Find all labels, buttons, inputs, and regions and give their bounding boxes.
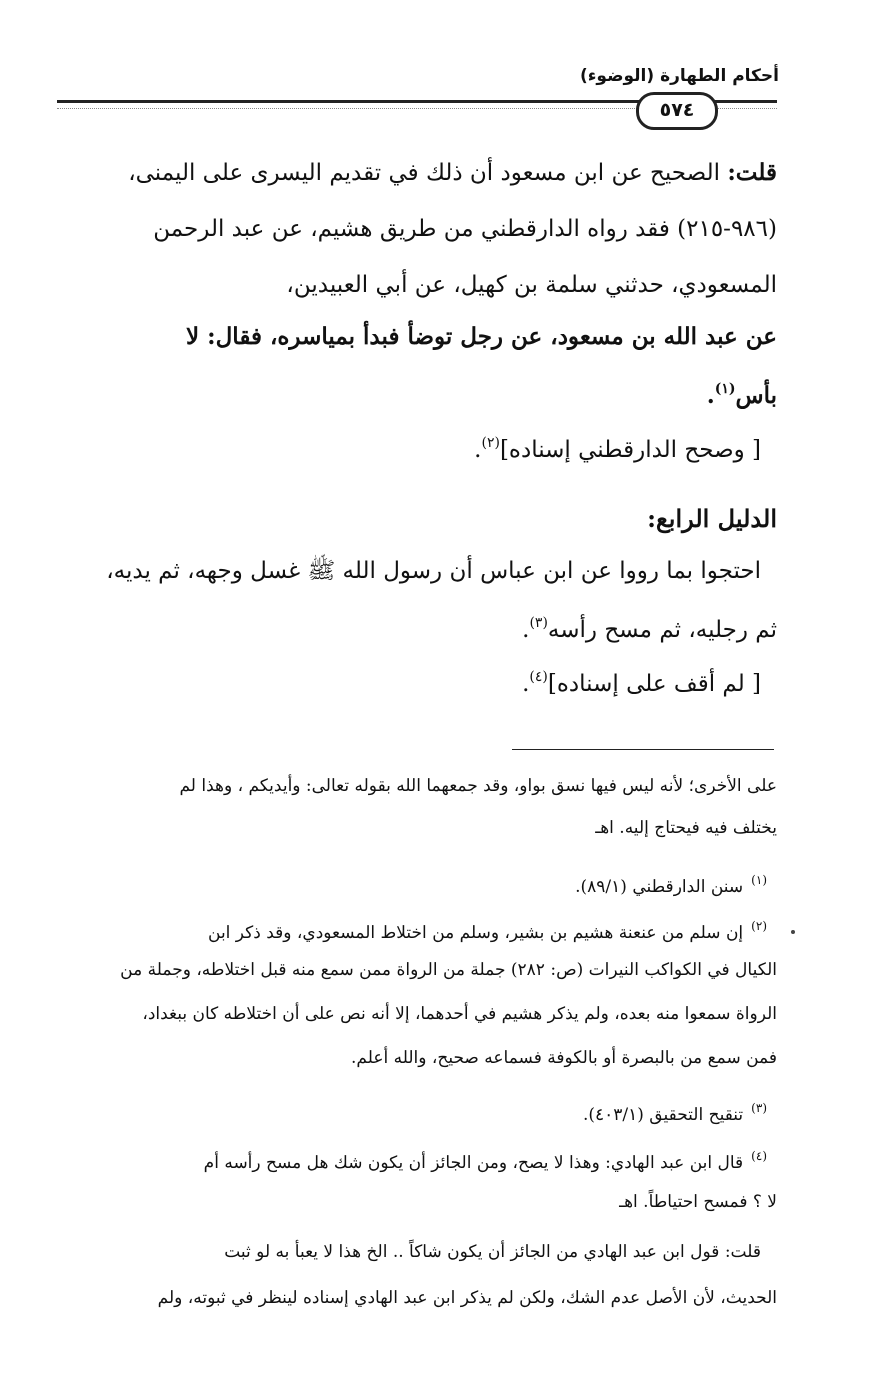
section-heading: الدليل الرابع:	[647, 504, 777, 533]
body-line	[128, 156, 777, 190]
qult-label: قلت:	[727, 159, 777, 186]
margin-dot	[791, 930, 795, 934]
footnote-line: فمن سمع من بالبصرة أو بالكوفة فسماعه صحيح، والله أعلم.	[350, 1048, 777, 1068]
footnote-number: (١)	[751, 873, 767, 887]
page-number: ٥٧٤	[636, 92, 718, 130]
footnote-ref[interactable]: (٤)	[529, 669, 548, 685]
grading-text: [ لم أقف على إسناده]	[547, 671, 761, 697]
grading-text: [ وصحح الدارقطني إسناده]	[499, 437, 761, 463]
footnote-line: يختلف فيه فيحتاج إليه. اهـ	[595, 818, 777, 838]
punctuation: .	[474, 437, 482, 463]
grading-line	[474, 426, 761, 467]
footnote-line: الحديث، لأن الأصل عدم الشك، ولكن لم يذكر ابن عبد الهادي إسناده لينظر في ثبوته، ولم	[157, 1288, 777, 1308]
hadith-text: بأس	[735, 382, 777, 409]
footnote-ref[interactable]: (٢)	[481, 435, 500, 451]
footnote-line: على الأخرى؛ لأنه ليس فيها نسق بواو، وقد جمعهما الله بقوله تعالى: وأيديكم ، وهذا لم	[179, 776, 777, 796]
footnote-line: الرواة سمعوا منه بعده، ولم يذكر هشيم في أحدهما، إلا أنه نص على أن اختلاطه كان ببغداد،	[142, 1004, 777, 1024]
body-text: الصحيح عن ابن مسعود أن ذلك في تقديم اليسرى على اليمنى،	[128, 160, 728, 186]
body-line: المسعودي، حدثني سلمة بن كهيل، عن أبي العبيدين،	[286, 272, 777, 298]
footnote-text: إن سلم من عنعنة هشيم بن بشير، وسلم من اختلاط المسعودي، وقد ذكر ابن	[208, 923, 744, 943]
footnote-4	[204, 1142, 767, 1177]
footnote-line: قلت: قول ابن عبد الهادي من الجائز أن يكون شاكاً .. الخ هذا لا يعبأ به لو ثبت	[224, 1242, 761, 1262]
footnote-text: سنن الدارقطني (٨٩/١).	[575, 877, 744, 897]
body-line: (٩٨٦-٢١٥) فقد رواه الدارقطني من طريق هشيم، عن عبد الرحمن	[153, 216, 777, 242]
body-line	[522, 606, 777, 647]
footnote-1	[575, 866, 767, 901]
footnote-number: (٢)	[751, 919, 767, 933]
body-line: احتجوا بما رووا عن ابن عباس أن رسول الله ﷺ غسل وجهه، ثم يديه،	[106, 558, 761, 584]
body-text: ثم رجليه، ثم مسح رأسه	[547, 617, 777, 643]
punctuation: .	[522, 671, 530, 697]
punctuation: .	[522, 617, 530, 643]
footnote-number: (٤)	[751, 1149, 767, 1163]
footnote-number: (٣)	[751, 1101, 767, 1115]
footnote-text: تنقيح التحقيق (٤٠٣/١).	[582, 1105, 744, 1125]
running-title: أحكام الطهارة (الوضوء)	[579, 66, 779, 86]
hadith-line: عن عبد الله بن مسعود، عن رجل توضأ فبدأ بمياسره، فقال: لا	[185, 323, 777, 350]
footnote-ref[interactable]: (٣)	[529, 615, 548, 631]
footnote-3	[583, 1094, 767, 1129]
punctuation: .	[706, 382, 715, 409]
footnote-separator	[512, 749, 774, 750]
footnote-ref[interactable]: (١)	[714, 381, 736, 397]
footnote-text: قال ابن عبد الهادي: وهذا لا يصح، ومن الجائز أن يكون شك هل مسح رأسه أم	[203, 1153, 744, 1173]
footnote-line: الكيال في الكواكب النيرات (ص: ٢٨٢) جملة من الرواة ممن سمع منه قبل اختلاطه، وجملة من	[120, 960, 777, 980]
grading-line	[522, 660, 761, 701]
footnote-line: لا ؟ فمسح احتياطاً. اهـ	[619, 1192, 777, 1212]
footnote-2	[208, 912, 767, 947]
hadith-line	[707, 372, 777, 413]
